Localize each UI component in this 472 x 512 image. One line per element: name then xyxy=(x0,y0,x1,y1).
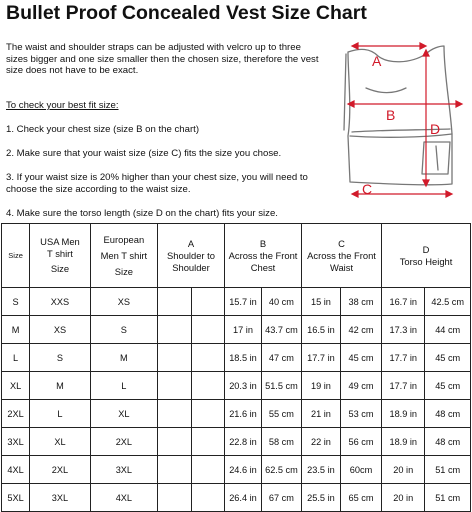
table-row xyxy=(2,456,471,484)
cell-d-cm: 51 cm xyxy=(425,484,471,512)
cell-a-in xyxy=(157,400,191,428)
cell-size: XL xyxy=(2,372,30,400)
cell-b-in: 22.8 in xyxy=(225,428,262,456)
cell-euro: 3XL xyxy=(90,456,157,484)
cell-c-in: 22 in xyxy=(301,428,340,456)
cell-d-cm: 45 cm xyxy=(425,344,471,372)
cell-usa: 3XL xyxy=(30,484,91,512)
cell-size: 3XL xyxy=(2,428,30,456)
cell-b-cm: 43.7 cm xyxy=(261,316,301,344)
cell-b-in: 15.7 in xyxy=(225,288,262,316)
cell-d-cm: 48 cm xyxy=(425,428,471,456)
cell-c-in: 16.5 in xyxy=(301,316,340,344)
cell-b-in: 24.6 in xyxy=(225,456,262,484)
cell-b-cm: 51.5 cm xyxy=(261,372,301,400)
cell-usa: XXS xyxy=(30,288,91,316)
header-d-torso: D Torso Height xyxy=(382,224,471,288)
cell-euro: XS xyxy=(90,288,157,316)
header-a-shoulder: A Shoulder to Shoulder xyxy=(157,224,224,288)
fit-heading: To check your best fit size: xyxy=(6,100,119,111)
cell-usa: S xyxy=(30,344,91,372)
cell-c-cm: 60cm xyxy=(340,456,381,484)
cell-a-cm xyxy=(191,372,225,400)
cell-a-in xyxy=(157,288,191,316)
cell-c-in: 15 in xyxy=(301,288,340,316)
cell-size: L xyxy=(2,344,30,372)
cell-c-in: 21 in xyxy=(301,400,340,428)
cell-d-in: 17.3 in xyxy=(382,316,425,344)
table-row xyxy=(2,400,471,428)
cell-a-cm xyxy=(191,316,225,344)
table-row xyxy=(2,428,471,456)
cell-d-cm: 48 cm xyxy=(425,400,471,428)
cell-euro: S xyxy=(90,316,157,344)
cell-euro: M xyxy=(90,344,157,372)
cell-c-in: 17.7 in xyxy=(301,344,340,372)
cell-euro: 2XL xyxy=(90,428,157,456)
label-d: D xyxy=(430,121,441,137)
intro-paragraph: The waist and shoulder straps can be adjusted with velcro up to three sizes bigger and one size smaller then the chosen size, therefore the vest size does not have to be exact. xyxy=(6,42,319,77)
table-row xyxy=(2,316,471,344)
cell-a-cm xyxy=(191,288,225,316)
label-c: C xyxy=(362,181,373,197)
header-b-chest: B Across the Front Chest xyxy=(225,224,302,288)
step-4: 4. Make sure the torso length (size D on the chart) fits your size. xyxy=(6,208,278,219)
cell-euro: 4XL xyxy=(90,484,157,512)
vest-diagram xyxy=(340,34,466,202)
cell-d-in: 17.7 in xyxy=(382,372,425,400)
page-title: Bullet Proof Concealed Vest Size Chart xyxy=(6,2,367,24)
header-row xyxy=(2,224,471,288)
cell-b-in: 17 in xyxy=(225,316,262,344)
cell-a-in xyxy=(157,456,191,484)
step-2: 2. Make sure that your waist size (size C) fits the size you chose. xyxy=(6,148,282,159)
cell-c-cm: 65 cm xyxy=(340,484,381,512)
cell-c-in: 23.5 in xyxy=(301,456,340,484)
table-row xyxy=(2,344,471,372)
cell-size: M xyxy=(2,316,30,344)
cell-d-in: 16.7 in xyxy=(382,288,425,316)
cell-d-cm: 42.5 cm xyxy=(425,288,471,316)
header-european: European Men T shirt Size xyxy=(90,224,157,288)
header-size: Size xyxy=(2,224,30,288)
vest-sketch xyxy=(344,46,452,185)
cell-b-cm: 62.5 cm xyxy=(261,456,301,484)
cell-d-in: 17.7 in xyxy=(382,344,425,372)
table-row xyxy=(2,288,471,316)
cell-c-in: 25.5 in xyxy=(301,484,340,512)
cell-usa: L xyxy=(30,400,91,428)
cell-a-in xyxy=(157,484,191,512)
cell-usa: XS xyxy=(30,316,91,344)
cell-b-cm: 67 cm xyxy=(261,484,301,512)
table-row xyxy=(2,372,471,400)
header-c-waist: C Across the Front Waist xyxy=(301,224,381,288)
cell-b-cm: 58 cm xyxy=(261,428,301,456)
cell-a-cm xyxy=(191,400,225,428)
cell-b-in: 21.6 in xyxy=(225,400,262,428)
header-usa: USA Men T shirt Size xyxy=(30,224,91,288)
cell-d-in: 20 in xyxy=(382,484,425,512)
cell-d-cm: 44 cm xyxy=(425,316,471,344)
cell-a-cm xyxy=(191,456,225,484)
cell-c-cm: 56 cm xyxy=(340,428,381,456)
cell-usa: 2XL xyxy=(30,456,91,484)
step-1: 1. Check your chest size (size B on the chart) xyxy=(6,124,200,135)
cell-c-cm: 53 cm xyxy=(340,400,381,428)
cell-a-in xyxy=(157,344,191,372)
table-row xyxy=(2,484,471,512)
label-a: A xyxy=(372,53,382,69)
cell-a-cm xyxy=(191,344,225,372)
cell-b-cm: 55 cm xyxy=(261,400,301,428)
cell-a-cm xyxy=(191,484,225,512)
cell-c-cm: 45 cm xyxy=(340,344,381,372)
cell-a-cm xyxy=(191,428,225,456)
cell-d-cm: 45 cm xyxy=(425,372,471,400)
cell-a-in xyxy=(157,316,191,344)
cell-c-cm: 49 cm xyxy=(340,372,381,400)
cell-d-in: 18.9 in xyxy=(382,428,425,456)
cell-size: 2XL xyxy=(2,400,30,428)
cell-d-in: 18.9 in xyxy=(382,400,425,428)
cell-euro: L xyxy=(90,372,157,400)
step-3: 3. If your waist size is 20% higher than your chest size, you will need to choose the size according to the waist size. xyxy=(6,172,308,195)
cell-b-cm: 47 cm xyxy=(261,344,301,372)
size-chart-table xyxy=(1,223,471,512)
cell-b-in: 26.4 in xyxy=(225,484,262,512)
label-b: B xyxy=(386,107,396,123)
cell-c-cm: 38 cm xyxy=(340,288,381,316)
cell-usa: XL xyxy=(30,428,91,456)
cell-b-cm: 40 cm xyxy=(261,288,301,316)
cell-size: S xyxy=(2,288,30,316)
cell-a-in xyxy=(157,372,191,400)
cell-d-in: 20 in xyxy=(382,456,425,484)
cell-c-cm: 42 cm xyxy=(340,316,381,344)
cell-size: 4XL xyxy=(2,456,30,484)
cell-b-in: 18.5 in xyxy=(225,344,262,372)
cell-usa: M xyxy=(30,372,91,400)
cell-euro: XL xyxy=(90,400,157,428)
cell-c-in: 19 in xyxy=(301,372,340,400)
cell-size: 5XL xyxy=(2,484,30,512)
cell-a-in xyxy=(157,428,191,456)
cell-b-in: 20.3 in xyxy=(225,372,262,400)
cell-d-cm: 51 cm xyxy=(425,456,471,484)
